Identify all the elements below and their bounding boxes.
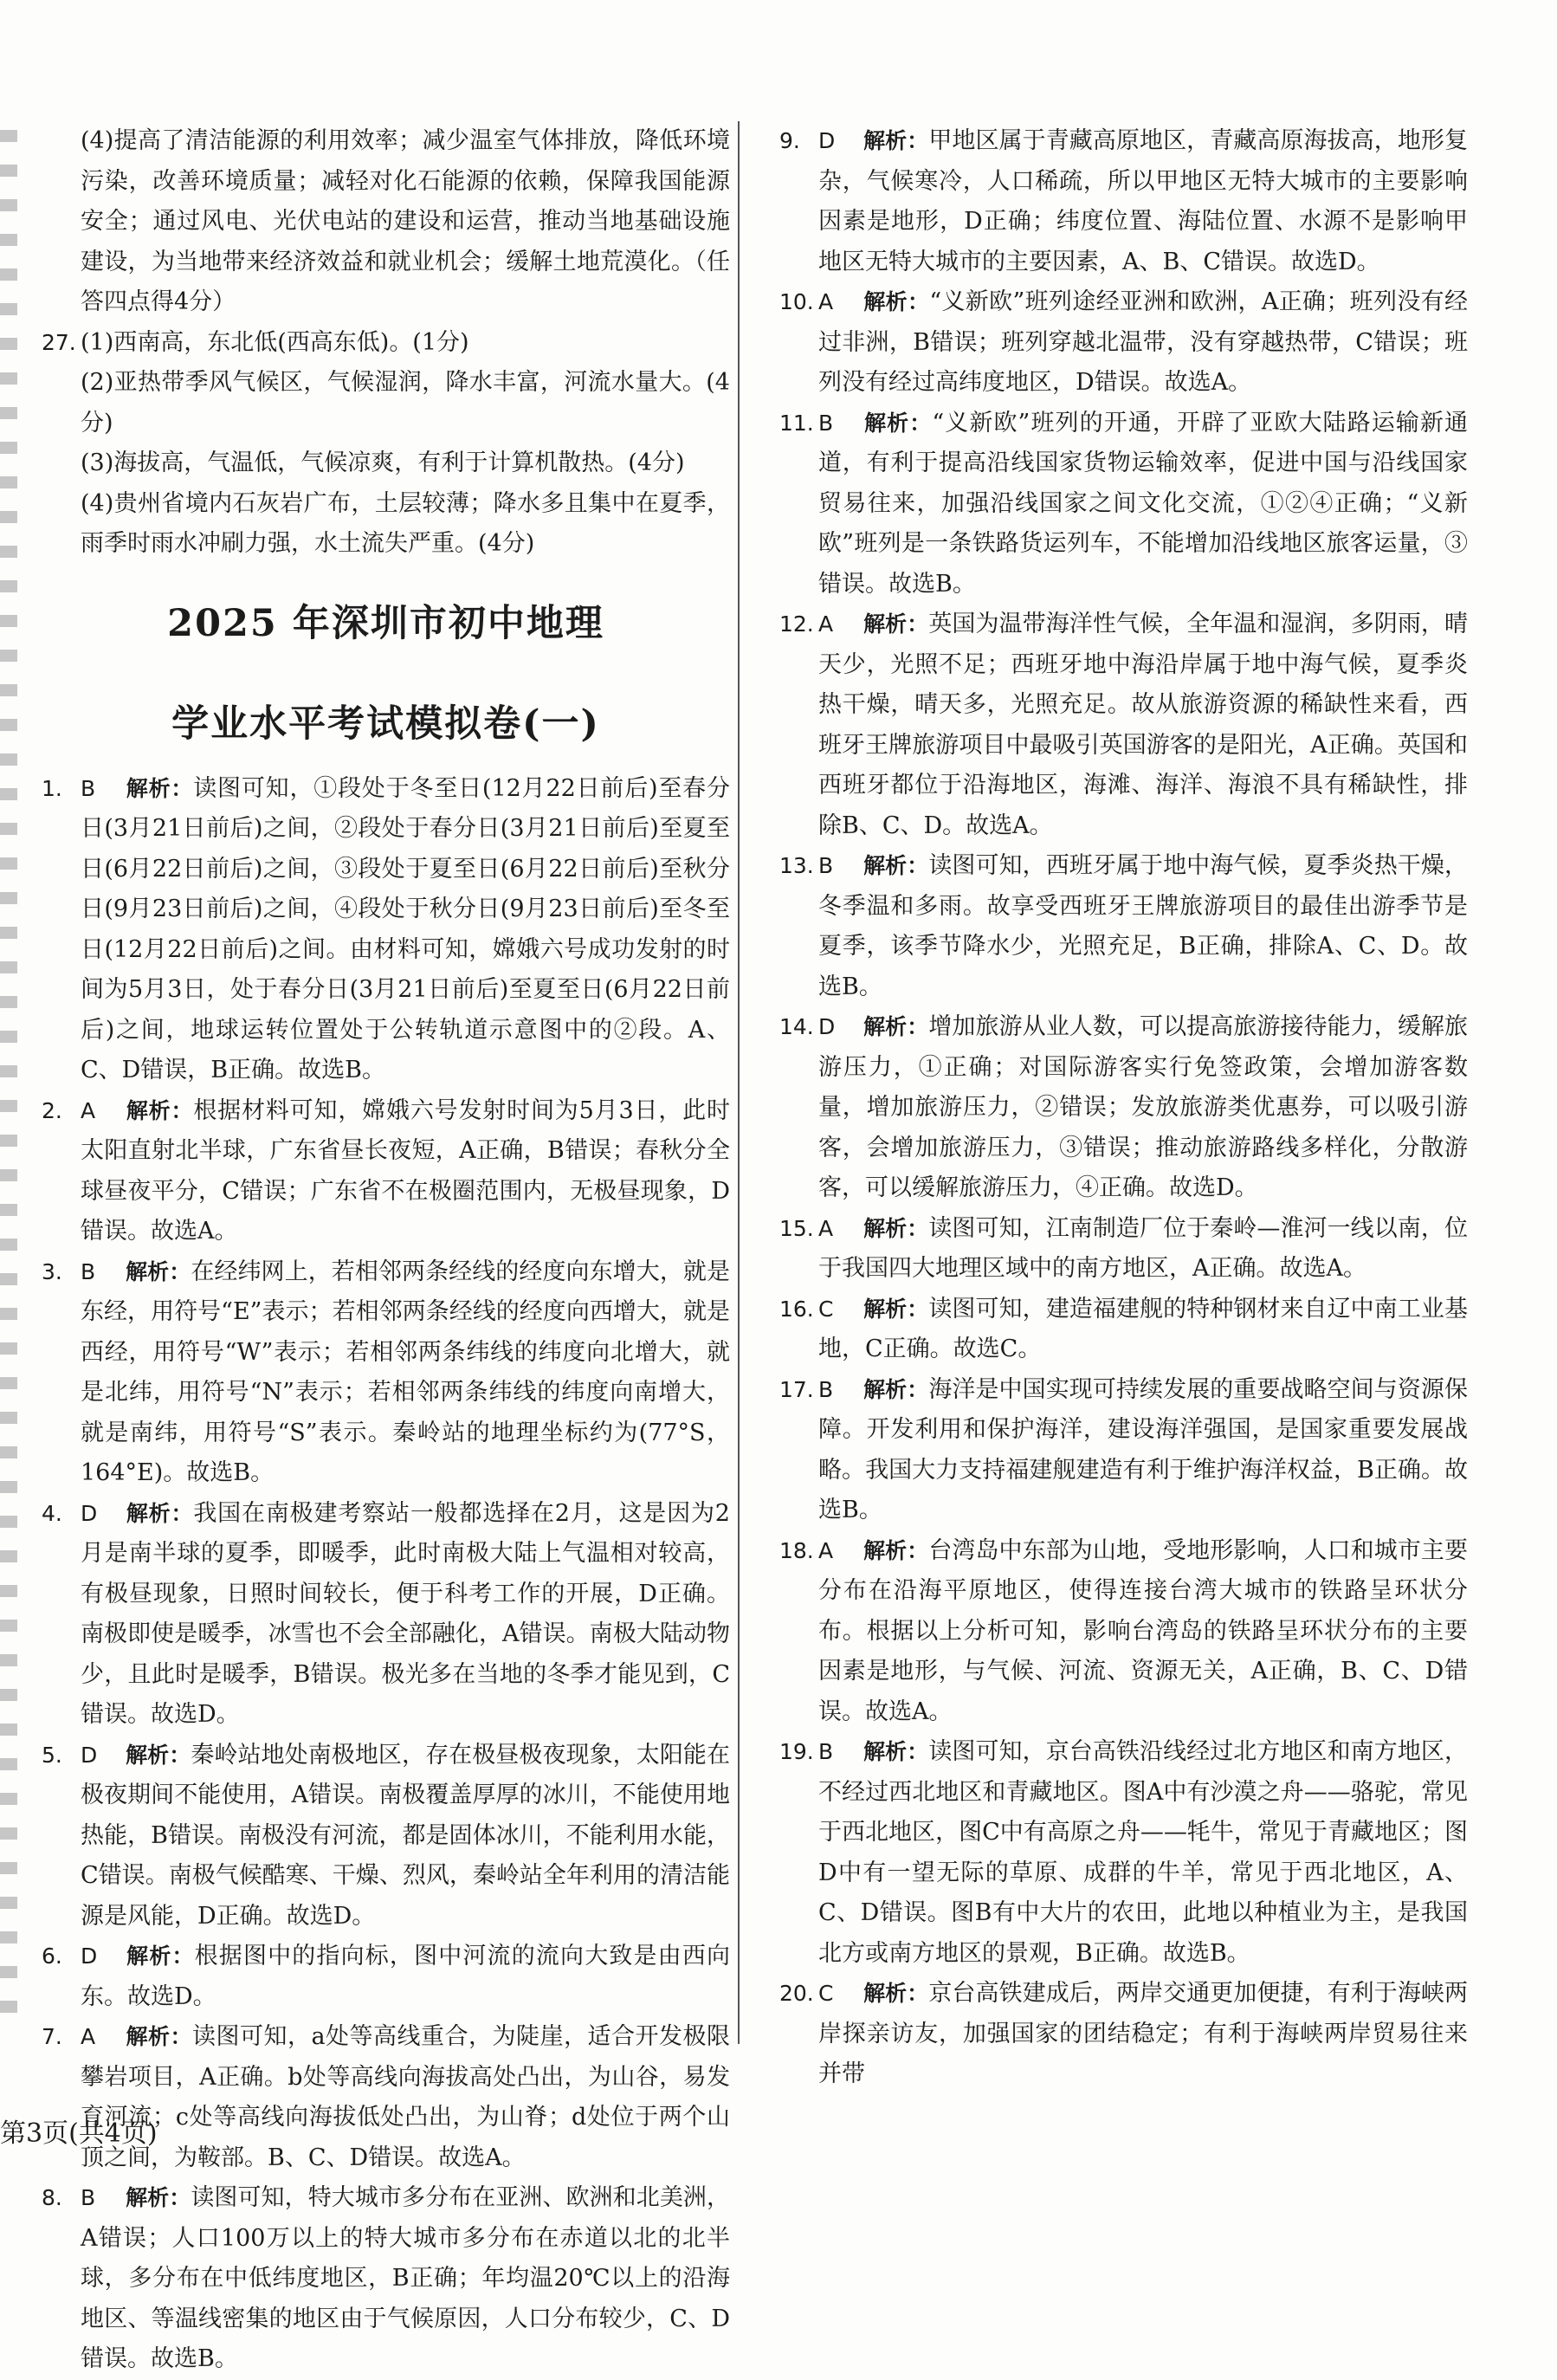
answer-letter: D xyxy=(818,1014,836,1039)
analysis-label: 解析： xyxy=(126,1943,195,1969)
question-number: 11. xyxy=(779,410,814,436)
answer-item xyxy=(42,2017,730,2178)
analysis-text: 读图可知，特大城市多分布在亚洲、欧洲和北美洲，A错误；人口100万以上的特大城市多分布在赤道以北的北半球，多分布在中低纬度地区，B正确；年均温20℃以上的沿海地区、等温线密集的地区由于气候原因，人口分布较少，C、D错误。故选B。 xyxy=(81,2184,730,2372)
question-27 xyxy=(42,323,730,364)
question-number: 15. xyxy=(779,1215,814,1241)
question-number: 16. xyxy=(779,1296,814,1322)
analysis-label: 解析： xyxy=(126,2024,192,2049)
answer-letter: C xyxy=(818,1981,834,2006)
analysis-label: 解析： xyxy=(863,410,933,436)
analysis-label: 解析： xyxy=(863,1739,929,1764)
analysis-text: 读图可知，a处等高线重合，为陡崖，适合开发极限攀岩项目，A正确。b处等高线向海拔高处凸出，为山谷，易发育河流；c处等高线向海拔低处凸出，为山脊；d处位于两个山顶之间，为鞍部。B、C、D错误。故选A。 xyxy=(81,2023,730,2171)
analysis-text: 读图可知，①段处于冬至日(12月22日前后)至春分日(3月21日前后)之间，②段处于春分日(3月21日前后)至夏至日(6月22日前后)之间，③段处于夏至日(6月22日前后)至秋分日(9月23日前后)之间，④段处于秋分日(9月23日前后)至冬至日(12月22日前后)之间。由材料可知，嫦娥六号成功发射的时间为5月3日，处于春分日(3月21日前后)至夏至日(6月22日前后)之间，地球运转位置处于公转轨道示意图中的②段。A、C、D错误，B正确。故选B。 xyxy=(81,774,730,1083)
page-footer: 第3页(共4页) xyxy=(0,2118,158,2149)
answer-letter: D xyxy=(818,128,836,153)
analysis-label: 解析： xyxy=(863,611,929,637)
answer-letter: B xyxy=(818,853,834,878)
question-number: 19. xyxy=(779,1739,814,1764)
question-number: 2. xyxy=(42,1097,62,1123)
analysis-text: 秦岭站地处南极地区，存在极昼极夜现象，太阳能在极夜期间不能使用，A错误。南极覆盖厚厚的冰川，不能使用地热能，B错误。南极没有河流，都是固体冰川，不能利用水能，C错误。南极气候酷寒、干燥、烈风，秦岭站全年利用的清洁能源是风能，D正确。故选D。 xyxy=(81,1741,730,1930)
answer-item xyxy=(42,2178,730,2380)
analysis-label: 解析： xyxy=(863,853,929,878)
analysis-label: 解析： xyxy=(863,289,930,314)
analysis-label: 解析： xyxy=(126,1742,191,1768)
question-number: 7. xyxy=(42,2024,62,2049)
analysis-label: 解析： xyxy=(863,1014,929,1039)
question-number: 20. xyxy=(779,1981,814,2006)
answer-item xyxy=(779,404,1468,605)
question-number: 3. xyxy=(42,1258,62,1284)
answer-letter: A xyxy=(818,289,834,314)
analysis-label: 解析： xyxy=(863,1376,929,1402)
binding-margin-marks xyxy=(0,130,17,2035)
analysis-text: 我国在南极建考察站一般都选择在2月，这是因为2月是南半球的夏季，即暖季，此时南极大陆上气温相对较高，有极昼现象，日照时间较长，便于科考工作的开展，D正确。南极即使是暖季，冰雪也不会全部融化，A错误。南极大陆动物少，且此时是暖季，B错误。极光多在当地的冬季才能见到，C错误。故选D。 xyxy=(81,1499,730,1728)
analysis-text: 根据材料可知，嫦娥六号发射时间为5月3日，此时太阳直射北半球，广东省昼长夜短，A正确，B错误；春秋分全球昼夜平分，C错误；广东省不在极圈范围内，无极昼现象，D错误。故选A。 xyxy=(81,1096,730,1245)
analysis-label: 解析： xyxy=(863,128,929,153)
question-number: 18. xyxy=(779,1537,814,1563)
right-column xyxy=(779,121,1468,2095)
answer-letter: A xyxy=(81,2024,96,2049)
answer-item xyxy=(779,1209,1468,1290)
answer-letter: A xyxy=(818,1215,834,1241)
analysis-text: 海洋是中国实现可持续发展的重要战略空间与资源保障。开发利用和保护海洋，建设海洋强国，是国家重要发展战略。我国大力支持福建舰建造有利于维护海洋权益，B正确。故选B。 xyxy=(818,1375,1468,1523)
analysis-text: 增加旅游从业人数，可以提高旅游接待能力，缓解旅游压力，①正确；对国际游客实行免签政策，会增加游客数量，增加旅游压力，②错误；发放旅游类优惠券，可以吸引游客，会增加旅游压力，③错误；推动旅游路线多样化，分散游客，可以缓解旅游压力，④正确。故选D。 xyxy=(818,1013,1468,1201)
analysis-text: 读图可知，京台高铁沿线经过北方地区和南方地区，不经过西北地区和青藏地区。图A中有沙漠之舟——骆驼，常见于西北地区，图C中有高原之舟——牦牛，常见于青藏地区；图D中有一望无际的草原、成群的牛羊，常见于西北地区，A、C、D错误。图B有中大片的农田，此地以种植业为主，是我国北方或南方地区的景观，B正确。故选B。 xyxy=(818,1738,1468,1967)
answer-letter: B xyxy=(818,410,834,436)
analysis-label: 解析： xyxy=(126,1097,194,1123)
question-number: 13. xyxy=(779,853,814,878)
answer-letter: C xyxy=(818,1296,834,1322)
analysis-label: 解析： xyxy=(126,775,194,801)
question-number: 17. xyxy=(779,1376,814,1402)
exam-title-line-1: 2025 年深圳市初中地理 xyxy=(167,601,604,645)
answer-letter: A xyxy=(818,611,834,637)
analysis-text: 读图可知，江南制造厂位于秦岭—淮河一线以南，位于我国四大地理区域中的南方地区，A正确。故选A。 xyxy=(818,1214,1468,1282)
answer-item xyxy=(779,1370,1468,1531)
analysis-text: “义新欧”班列的开通，开辟了亚欧大陆路运输新通道，有利于提高沿线国家货物运输效率，促进中国与沿线国家贸易往来，加强沿线国家之间文化交流，①②④正确；“义新欧”班列是一条铁路货运列车，不能增加沿线地区旅客运量，③错误。故选B。 xyxy=(818,409,1468,598)
answer-letter: D xyxy=(81,1742,98,1768)
q27-part-4: (4)贵州省境内石灰岩广布，土层较薄；降水多且集中在夏季，雨季时雨水冲刷力强，水土流失严重。(4分) xyxy=(81,489,730,557)
question-number: 5. xyxy=(42,1742,62,1768)
exam-title-line-2: 学业水平考试模拟卷(一) xyxy=(171,702,600,746)
answer-item xyxy=(779,282,1468,404)
question-number: 8. xyxy=(42,2185,62,2210)
answer-item xyxy=(42,1091,730,1252)
answer-item xyxy=(779,605,1468,846)
answer-item xyxy=(779,1531,1468,1733)
left-column xyxy=(42,121,730,2380)
analysis-text: 读图可知，建造福建舰的特种钢材来自辽中南工业基地，C正确。故选C。 xyxy=(818,1295,1468,1362)
question-number: 1. xyxy=(42,775,62,801)
previous-answers xyxy=(42,121,730,323)
answer-item xyxy=(779,1007,1468,1209)
answer-letter: D xyxy=(81,1500,98,1526)
answer-letter: D xyxy=(81,1943,98,1969)
analysis-label: 解析： xyxy=(863,1215,929,1241)
q27-part-1: (1)西南高，东北低(西高东低)。(1分) xyxy=(81,328,469,356)
question-number: 4. xyxy=(42,1500,62,1526)
analysis-text: 英国为温带海洋性气候，全年温和湿润，多阴雨，晴天少，光照不足；西班牙地中海沿岸属于地中海气候，夏季炎热干燥，晴天多，光照充足。故从旅游资源的稀缺性来看，西班牙王牌旅游项目中最吸引英国游客的是阳光，A正确。英国和西班牙都位于沿海地区，海滩、海洋、海浪不具有稀缺性，排除B、C、D。故选A。 xyxy=(818,611,1468,839)
analysis-label: 解析： xyxy=(126,2185,191,2210)
question-number: 9. xyxy=(779,128,800,153)
question-number: 27. xyxy=(42,329,76,355)
analysis-label: 解析： xyxy=(863,1537,929,1563)
answer-item xyxy=(42,1252,730,1494)
analysis-label: 解析： xyxy=(126,1500,194,1526)
column-divider xyxy=(738,121,740,2044)
answer-item xyxy=(42,1736,730,1937)
analysis-text: 读图可知，西班牙属于地中海气候，夏季炎热干燥，冬季温和多雨。故享受西班牙王牌旅游项目的最佳出游季节是夏季，该季节降水少，光照充足，B正确，排除A、C、D。故选B。 xyxy=(818,852,1468,1000)
analysis-text: “义新欧”班列途经亚洲和欧洲，A正确；班列没有经过非洲，B错误；班列穿越北温带，没有穿越热带，C错误；班列没有经过高纬度地区，D错误。故选A。 xyxy=(818,288,1468,396)
prev-answer-text: (4)提高了清洁能源的利用效率；减少温室气体排放，降低环境污染，改善环境质量；减轻对化石能源的依赖，保障我国能源安全；通过风电、光伏电站的建设和运营，推动当地基础设施建设，为当地带来经济效益和就业机会；缓解土地荒漠化。（任答四点得4分） xyxy=(81,127,730,315)
answer-list-right xyxy=(779,121,1468,2095)
answer-item xyxy=(42,1937,730,2017)
answer-item xyxy=(779,846,1468,1007)
answer-letter: A xyxy=(81,1097,96,1123)
question-number: 14. xyxy=(779,1014,814,1039)
answer-letter: B xyxy=(81,2185,96,2210)
q27-part-3: (3)海拔高，气温低，气候凉爽，有利于计算机散热。(4分) xyxy=(81,449,685,476)
q27-part-2: (2)亚热带季风气候区，气候湿润，降水丰富，河流水量大。(4分) xyxy=(81,369,730,437)
answer-item xyxy=(779,1290,1468,1370)
answer-letter: A xyxy=(818,1537,834,1563)
analysis-text: 在经纬网上，若相邻两条经线的经度向东增大，就是东经，用符号“E”表示；若相邻两条经线的经度向西增大，就是西经，用符号“W”表示；若相邻两条纬线的纬度向北增大，就是北纬，用符号“N”表示；若相邻两条纬线的纬度向南增大，就是南纬，用符号“S”表示。秦岭站的地理坐标约为(77°S，164°E)。故选B。 xyxy=(81,1258,730,1486)
analysis-text: 甲地区属于青藏高原地区，青藏高原海拔高，地形复杂，气候寒冷，人口稀疏，所以甲地区无特大城市的主要影响因素是地形，D正确；纬度位置、海陆位置、水源不是影响甲地区无特大城市的主要因素，A、B、C错误。故选D。 xyxy=(818,127,1468,275)
analysis-label: 解析： xyxy=(126,1258,191,1284)
answer-letter: B xyxy=(818,1739,834,1764)
analysis-text: 台湾岛中东部为山地，受地形影响，人口和城市主要分布在沿海平原地区，使得连接台湾大城市的铁路呈环状分布。根据以上分析可知，影响台湾岛的铁路呈环状分布的主要因素是地形，与气候、河流、资源无关，A正确，B、C、D错误。故选A。 xyxy=(818,1536,1468,1725)
answer-item xyxy=(779,121,1468,282)
answer-letter: B xyxy=(81,1258,96,1284)
question-number: 12. xyxy=(779,611,814,637)
analysis-label: 解析： xyxy=(863,1981,929,2006)
answer-item xyxy=(779,1974,1468,2095)
answer-item xyxy=(42,1494,730,1736)
question-number: 10. xyxy=(779,289,814,314)
analysis-text: 京台高铁建成后，两岸交通更加便捷，有利于海峡两岸探亲访友，加强国家的团结稳定；有利于海峡两岸贸易往来并带 xyxy=(818,1980,1468,2087)
answer-letter: B xyxy=(81,775,96,801)
analysis-text: 根据图中的指向标，图中河流的流向大致是由西向东。故选D。 xyxy=(81,1943,730,2010)
answer-letter: B xyxy=(818,1376,834,1402)
question-number: 6. xyxy=(42,1943,62,1969)
answer-item xyxy=(779,1732,1468,1974)
analysis-label: 解析： xyxy=(863,1296,929,1322)
answer-item xyxy=(42,769,730,1091)
